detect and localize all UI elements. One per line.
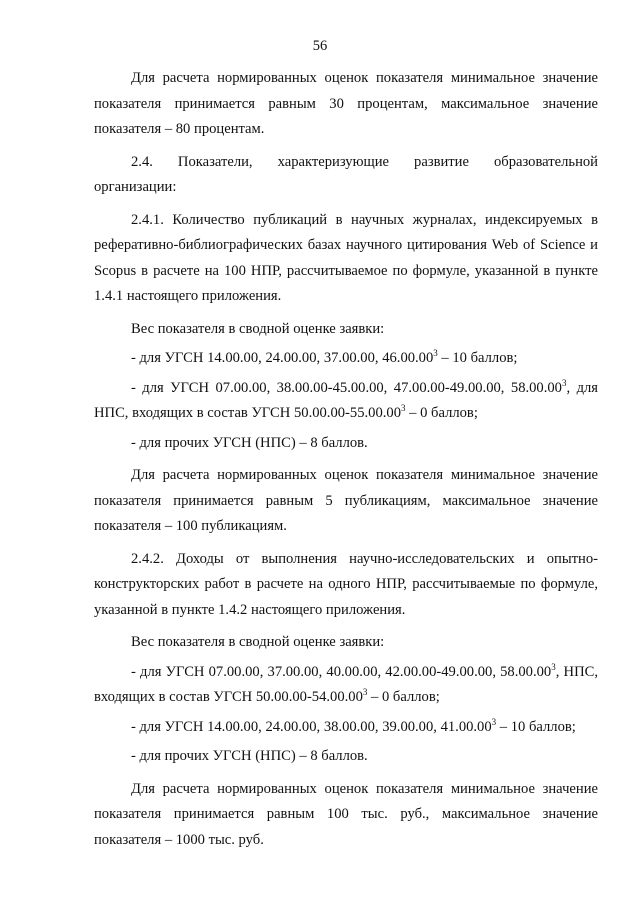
- weight-item-0-points: [94, 376, 598, 427]
- weight-item-8-points: - для прочих УГСН (НПС) – 8 баллов.: [131, 748, 368, 764]
- paragraph-normalization-30-80: Для расчета нормированных оценок показателя минимальное значение показателя принимается равным 30 процентам, максимальное значение показателя – 80 процентам.: [94, 70, 598, 137]
- section-heading-2-4: 2.4. Показатели, характеризующие развитие образовательной организации:: [94, 153, 598, 195]
- weight-heading-2-4-1: Вес показателя в сводной оценке заявки:: [131, 320, 385, 337]
- weight-item-text: - для УГСН 07.00.00, 37.00.00, 40.00.00, 42.00.00-49.00.00, 58.00.00: [131, 663, 552, 680]
- footnote-mark: 3: [551, 661, 556, 672]
- footnote-mark: 3: [561, 377, 567, 388]
- weight-item-text: – 0 баллов;: [405, 405, 478, 421]
- weight-item-text: – 10 баллов;: [496, 718, 576, 735]
- weight-item-10-points: [94, 715, 598, 741]
- page-number: 56: [312, 38, 328, 54]
- footnote-mark: 3: [401, 403, 406, 414]
- weight-item-text: – 10 баллов;: [437, 350, 518, 366]
- weight-item-text: , для НПС, входящих в состав УГСН 50.00.00-55.00.00: [94, 379, 599, 421]
- paragraph-normalization-100-1000: Для расчета нормированных оценок показателя минимальное значение показателя принимается равным 100 тыс. руб., максимальное значение показателя – 1000 тыс. руб.: [94, 780, 598, 848]
- weight-heading-2-4-2: Вес показателя в сводной оценке заявки:: [131, 634, 385, 650]
- paragraph-2-4-1: 2.4.1. Количество публикаций в научных журналах, индексируемых в реферативно-библиографических базах научного цитирования Web of Science и Scopus в расчете на 100 НПР, рассчитываемое по формуле, указанной в пункте 1.4.1 настоящего приложения.: [94, 211, 598, 304]
- footnote-mark: 3: [433, 348, 438, 359]
- weight-item-text: – 0 баллов;: [367, 689, 440, 705]
- weight-item-10-points: [94, 346, 598, 372]
- footnote-mark: 3: [491, 716, 497, 727]
- weight-item-text: , НПС, входящих в состав УГСН 50.00.00-54.00.00: [94, 663, 598, 705]
- weight-item-text: - для УГСН 07.00.00, 38.00.00-45.00.00, 47.00.00-49.00.00, 58.00.00: [131, 379, 562, 396]
- weight-item-text: - для УГСН 14.00.00, 24.00.00, 37.00.00, 46.00.00: [131, 350, 434, 366]
- page-content: [94, 66, 598, 860]
- footnote-mark: 3: [362, 687, 368, 698]
- paragraph-2-4-2: 2.4.2. Доходы от выполнения научно-исследовательских и опытно-конструкторских работ в расчете на одного НПР, рассчитываемые по формуле, указанной в пункте 1.4.2 настоящего приложения.: [94, 550, 598, 618]
- weight-item-8-points: - для прочих УГСН (НПС) – 8 баллов.: [131, 434, 368, 451]
- weight-item-text: - для УГСН 14.00.00, 24.00.00, 38.00.00, 39.00.00, 41.00.00: [131, 718, 492, 735]
- weight-item-0-points: [94, 660, 598, 711]
- paragraph-normalization-5-100: Для расчета нормированных оценок показателя минимальное значение показателя принимается равным 5 публикациям, максимальное значение показателя – 100 публикациям.: [94, 467, 598, 534]
